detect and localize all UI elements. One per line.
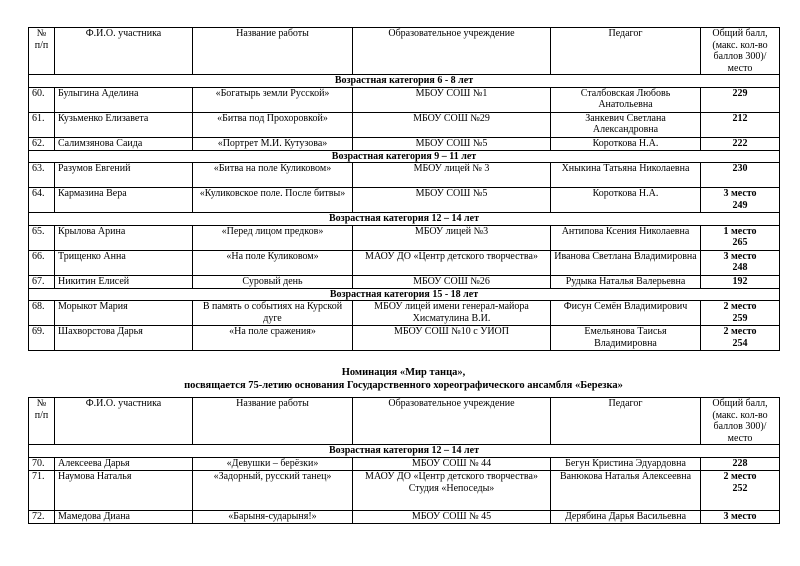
table-row bbox=[29, 112, 780, 137]
teacher: Емельянова Таисья Владимировна bbox=[551, 326, 701, 351]
table-row bbox=[29, 163, 780, 188]
institution: МАОУ ДО «Центр детского творчества» bbox=[353, 250, 551, 275]
score-value: 252 bbox=[732, 482, 748, 494]
header-row bbox=[29, 28, 780, 75]
age-category-row bbox=[29, 213, 780, 226]
place-label: 1 место bbox=[723, 225, 757, 237]
institution: МБОУ лицей № 3 bbox=[353, 163, 551, 188]
score-value: 222 bbox=[732, 137, 748, 149]
age-category-title: Возрастная категория 15 - 18 лет bbox=[29, 288, 780, 301]
work-title: «На поле сражения» bbox=[193, 326, 353, 351]
row-number: 70. bbox=[29, 458, 55, 471]
header-teacher: Педагог bbox=[551, 398, 701, 445]
age-category-row bbox=[29, 150, 780, 163]
score-value: 254 bbox=[732, 337, 748, 349]
age-category-row bbox=[29, 445, 780, 458]
table-row bbox=[29, 301, 780, 326]
score-value: 249 bbox=[732, 199, 748, 211]
score-value: 259 bbox=[732, 312, 748, 324]
results-table-1 bbox=[28, 27, 780, 351]
score-value: 265 bbox=[732, 237, 748, 248]
work-title: «Задорный, русский танец» bbox=[193, 471, 353, 511]
participant-name: Мамедова Диана bbox=[55, 511, 193, 524]
header-score: Общий балл, (макс. кол-во баллов 300)/место bbox=[701, 28, 780, 75]
row-number: 65. bbox=[29, 225, 55, 250]
score-cell bbox=[701, 137, 780, 150]
institution: МБОУ СОШ №29 bbox=[353, 112, 551, 137]
score-value: 229 bbox=[732, 87, 748, 99]
place-label: 3 место bbox=[723, 188, 757, 199]
header-number: № п/п bbox=[29, 28, 55, 75]
row-number: 71. bbox=[29, 471, 55, 511]
teacher: Бегун Кристина Эдуардовна bbox=[551, 458, 701, 471]
participant-name: Салимзянова Саида bbox=[55, 137, 193, 150]
row-number: 61. bbox=[29, 112, 55, 137]
place-label: 3 место bbox=[723, 250, 757, 262]
score-cell bbox=[701, 112, 780, 137]
institution: МБОУ СОШ №5 bbox=[353, 188, 551, 213]
teacher: Рудыка Наталья Валерьевна bbox=[551, 275, 701, 288]
teacher: Антипова Ксения Николаевна bbox=[551, 225, 701, 250]
header-institution: Образовательное учреждение bbox=[353, 28, 551, 75]
score-cell bbox=[701, 275, 780, 288]
participant-name: Булыгина Аделина bbox=[55, 87, 193, 112]
institution: МБОУ СОШ № 44 bbox=[353, 458, 551, 471]
teacher: Занкевич Светлана Александровна bbox=[551, 112, 701, 137]
score-cell bbox=[701, 301, 780, 326]
work-title: «На поле Куликовом» bbox=[193, 250, 353, 275]
participant-name: Наумова Наталья bbox=[55, 471, 193, 511]
institution: МБОУ СОШ №26 bbox=[353, 275, 551, 288]
table-row bbox=[29, 471, 780, 511]
row-number: 60. bbox=[29, 87, 55, 112]
header-participant: Ф.И.О. участника bbox=[55, 28, 193, 75]
institution: МБОУ СОШ №1 bbox=[353, 87, 551, 112]
score-cell bbox=[701, 188, 780, 213]
participant-name: Шахворстова Дарья bbox=[55, 326, 193, 351]
score-cell bbox=[701, 250, 780, 275]
row-number: 72. bbox=[29, 511, 55, 524]
header-teacher: Педагог bbox=[551, 28, 701, 75]
teacher: Дерябина Дарья Васильевна bbox=[551, 511, 701, 524]
age-category-title: Возрастная категория 6 - 8 лет bbox=[29, 75, 780, 88]
row-number: 62. bbox=[29, 137, 55, 150]
score-value: 228 bbox=[732, 458, 748, 469]
table-row bbox=[29, 458, 780, 471]
nomination-title bbox=[28, 366, 779, 392]
score-cell bbox=[701, 471, 780, 511]
institution: МАОУ ДО «Центр детского творчества» Студия «Непоседы» bbox=[353, 471, 551, 511]
table-row bbox=[29, 250, 780, 275]
teacher: Короткова Н.А. bbox=[551, 188, 701, 213]
header-work-title: Название работы bbox=[193, 398, 353, 445]
table-row bbox=[29, 511, 780, 524]
institution: МБОУ лицей имени генерал-майора Хисматулина В.И. bbox=[353, 301, 551, 326]
institution: МБОУ СОШ №10 с УИОП bbox=[353, 326, 551, 351]
work-title: «Девушки – берёзки» bbox=[193, 458, 353, 471]
place-label: 2 место bbox=[723, 301, 757, 312]
score-cell bbox=[701, 511, 780, 524]
score-cell bbox=[701, 225, 780, 250]
header-number: № п/п bbox=[29, 398, 55, 445]
score-cell bbox=[701, 458, 780, 471]
place-label: 2 место bbox=[723, 471, 757, 482]
age-category-title: Возрастная категория 9 – 11 лет bbox=[29, 150, 780, 163]
table-row bbox=[29, 137, 780, 150]
row-number: 66. bbox=[29, 250, 55, 275]
nomination-line-1: Номинация «Мир танца», bbox=[341, 367, 466, 378]
age-category-row bbox=[29, 288, 780, 301]
row-number: 67. bbox=[29, 275, 55, 288]
institution: МБОУ СОШ №5 bbox=[353, 137, 551, 150]
teacher: Иванова Светлана Владимировна bbox=[551, 250, 701, 275]
row-number: 64. bbox=[29, 188, 55, 213]
place-label: 3 место bbox=[723, 511, 757, 522]
table-row bbox=[29, 87, 780, 112]
table-row bbox=[29, 188, 780, 213]
work-title: «Куликовское поле. После битвы» bbox=[193, 188, 353, 213]
row-number: 68. bbox=[29, 301, 55, 326]
score-cell bbox=[701, 163, 780, 188]
work-title: «Перед лицом предков» bbox=[193, 225, 353, 250]
header-work-title: Название работы bbox=[193, 28, 353, 75]
results-table-2 bbox=[28, 397, 780, 524]
participant-name: Алексеева Дарья bbox=[55, 458, 193, 471]
table-row bbox=[29, 275, 780, 288]
header-score: Общий балл, (макс. кол-во баллов 300)/место bbox=[701, 398, 780, 445]
score-value: 248 bbox=[732, 262, 748, 273]
participant-name: Крылова Арина bbox=[55, 225, 193, 250]
work-title: В память о событиях на Курской дуге bbox=[193, 301, 353, 326]
age-category-row bbox=[29, 75, 780, 88]
participant-name: Разумов Евгений bbox=[55, 163, 193, 188]
table-row bbox=[29, 326, 780, 351]
row-number: 63. bbox=[29, 163, 55, 188]
participant-name: Трищенко Анна bbox=[55, 250, 193, 275]
teacher: Ванюкова Наталья Алексеевна bbox=[551, 471, 701, 511]
nomination-line-2: посвящается 75-летию основания Государственного хореографического ансамбля «Березка» bbox=[184, 380, 623, 391]
score-cell bbox=[701, 326, 780, 351]
score-value: 230 bbox=[732, 163, 748, 174]
work-title: «Портрет М.И. Кутузова» bbox=[193, 137, 353, 150]
place-label: 2 место bbox=[723, 326, 757, 337]
work-title: Суровый день bbox=[193, 275, 353, 288]
teacher: Сталбовская Любовь Анатольевна bbox=[551, 87, 701, 112]
header-row bbox=[29, 398, 780, 445]
score-value: 192 bbox=[732, 275, 748, 287]
header-participant: Ф.И.О. участника bbox=[55, 398, 193, 445]
institution: МБОУ лицей №3 bbox=[353, 225, 551, 250]
teacher: Фисун Семён Владимирович bbox=[551, 301, 701, 326]
table-row bbox=[29, 225, 780, 250]
header-institution: Образовательное учреждение bbox=[353, 398, 551, 445]
teacher: Короткова Н.А. bbox=[551, 137, 701, 150]
work-title: «Битва на поле Куликовом» bbox=[193, 163, 353, 188]
participant-name: Никитин Елисей bbox=[55, 275, 193, 288]
age-category-title: Возрастная категория 12 – 14 лет bbox=[29, 213, 780, 226]
score-cell bbox=[701, 87, 780, 112]
score-value: 212 bbox=[732, 112, 748, 124]
participant-name: Кармазина Вера bbox=[55, 188, 193, 213]
participant-name: Кузьменко Елизавета bbox=[55, 112, 193, 137]
work-title: «Битва под Прохоровкой» bbox=[193, 112, 353, 137]
row-number: 69. bbox=[29, 326, 55, 351]
participant-name: Морыкот Мария bbox=[55, 301, 193, 326]
teacher: Хныкина Татьяна Николаевна bbox=[551, 163, 701, 188]
institution: МБОУ СОШ № 45 bbox=[353, 511, 551, 524]
age-category-title: Возрастная категория 12 – 14 лет bbox=[29, 445, 780, 458]
work-title: «Барыня-сударыня!» bbox=[193, 511, 353, 524]
work-title: «Богатырь земли Русской» bbox=[193, 87, 353, 112]
